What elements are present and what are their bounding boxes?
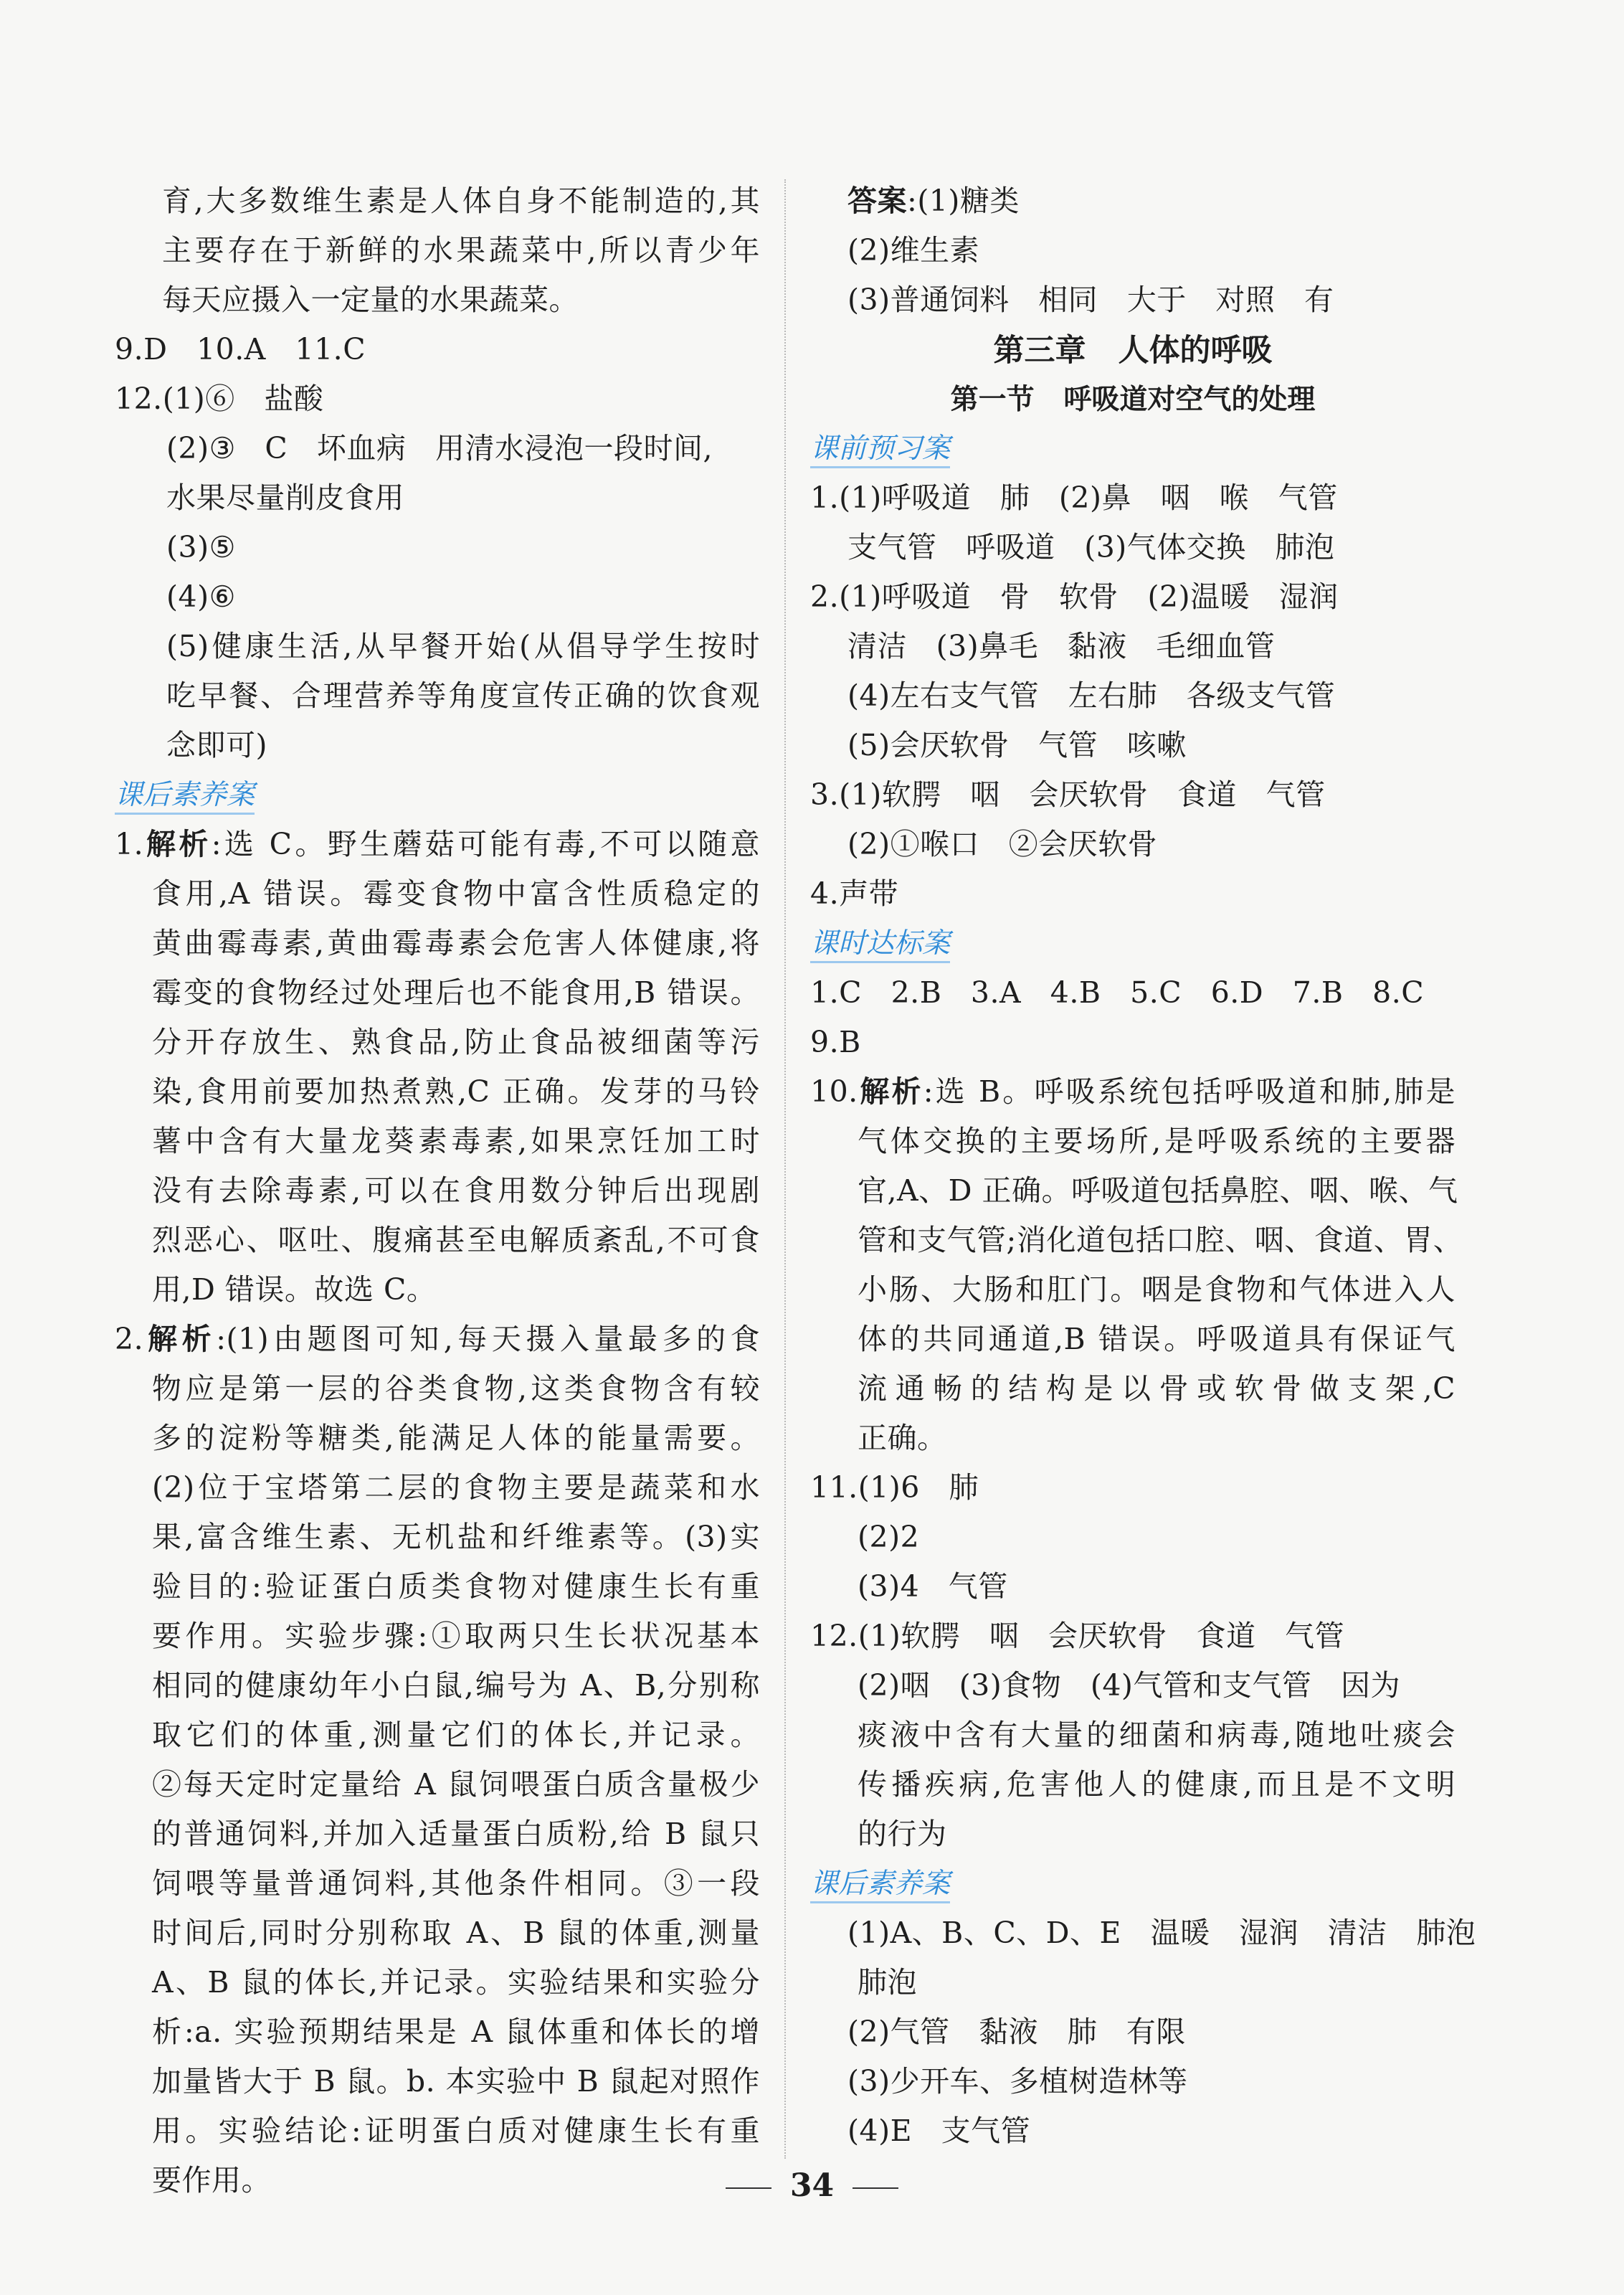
mc-answers: 9.D 10.A 11.C <box>115 332 366 366</box>
item-number: 2. <box>115 1322 144 1356</box>
analysis-text: :选 B。呼吸系统包括呼吸道和肺,肺是 <box>923 1074 1456 1109</box>
item-number: 10. <box>810 1074 858 1109</box>
analysis-line: A、B 鼠的体长,并记录。实验结果和实验分 <box>152 1965 760 2000</box>
answer-line: 痰液中含有大量的细菌和病毒,随地吐痰会 <box>858 1718 1456 1752</box>
answer-line: 12.(1)软腭 咽 会厌软骨 食道 气管 <box>810 1619 1345 1653</box>
section-heading <box>810 919 1456 968</box>
section-heading-label: 课后素养案 <box>115 779 255 815</box>
answer-line: (4)E 支气管 <box>847 2114 1031 2148</box>
answer-line: (4)左右支气管 左右肺 各级支气管 <box>847 678 1336 713</box>
text-line: 主要存在于新鲜的水果蔬菜中,所以青少年 <box>162 233 760 268</box>
column-divider <box>784 179 786 2159</box>
page-number-dash <box>726 2187 771 2189</box>
answer-text: :(1)糖类 <box>907 184 1020 218</box>
section-heading <box>115 770 760 820</box>
answer-line: (2)维生素 <box>847 233 980 268</box>
analysis-label: 解析 <box>143 827 212 861</box>
section-heading-label: 课后素养案 <box>810 1868 950 1903</box>
left-column <box>115 176 760 2205</box>
answer-line: 2.(1)呼吸道 骨 软骨 (2)温暖 湿润 <box>810 579 1339 614</box>
q12-line: (4)⑥ <box>166 579 236 614</box>
analysis-text: :(1)由题图可知,每天摄入量最多的食 <box>216 1322 761 1356</box>
q12-line: 念即可) <box>166 728 267 762</box>
answer-line: (5)会厌软骨 气管 咳嗽 <box>847 728 1187 762</box>
answer-line: (2)气管 黏液 肺 有限 <box>847 2015 1186 2049</box>
answer-line: 3.(1)软腭 咽 会厌软骨 食道 气管 <box>810 777 1326 812</box>
analysis-line: 霉变的食物经过处理后也不能食用,B 错误。 <box>152 975 760 1010</box>
analysis-line: 分开存放生、熟食品,防止食品被细菌等污 <box>152 1025 760 1059</box>
analysis-line: 物应是第一层的谷类食物,这类食物含有较 <box>152 1371 760 1406</box>
text-line: 育,大多数维生素是人体自身不能制造的,其 <box>162 184 760 218</box>
chapter-title: 第三章 人体的呼吸 <box>993 333 1273 369</box>
analysis-line: 没有去除毒素,可以在食用数分钟后出现剧 <box>152 1173 760 1208</box>
answer-line: 11.(1)6 肺 <box>810 1470 979 1505</box>
analysis-line: 相同的健康幼年小白鼠,编号为 A、B,分别称 <box>152 1668 760 1703</box>
right-column <box>810 176 1476 2156</box>
answer-line: 清洁 (3)鼻毛 黏液 毛细血管 <box>847 629 1276 663</box>
q12-line: (3)⑤ <box>166 530 236 564</box>
mc-answers: 1.C 2.B 3.A 4.B 5.C 6.D 7.B 8.C <box>810 975 1425 1010</box>
analysis-line: 用。实验结论:证明蛋白质对健康生长有重 <box>152 2114 760 2148</box>
page-number <box>0 2167 1624 2204</box>
analysis-line: 食用,A 错误。霉变食物中富含性质稳定的 <box>152 876 760 911</box>
analysis-line: 薯中含有大量龙葵素毒素,如果烹饪加工时 <box>152 1124 760 1158</box>
analysis-line: 体的共同通道,B 错误。呼吸道具有保证气 <box>858 1322 1456 1356</box>
analysis-line: 时间后,同时分别称取 A、B 鼠的体重,测量 <box>152 1916 760 1950</box>
q12-line: 水果尽量削皮食用 <box>166 481 404 515</box>
analysis-line: 管和支气管;消化道包括口腔、咽、食道、胃、 <box>858 1223 1463 1257</box>
analysis-line: 果,富含维生素、无机盐和纤维素等。(3)实 <box>152 1520 760 1554</box>
analysis-line <box>115 1315 760 1364</box>
q12-line: (2)③ C 坏血病 用清水浸泡一段时间, <box>166 431 713 465</box>
analysis-line: 加量皆大于 B 鼠。b. 本实验中 B 鼠起对照作 <box>152 2064 760 2098</box>
analysis-line: 饲喂等量普通饲料,其他条件相同。③一段 <box>152 1866 760 1901</box>
answer-line: 传播疾病,危害他人的健康,而且是不文明 <box>858 1767 1456 1802</box>
answer-line: 的行为 <box>858 1817 947 1851</box>
page-number-label: 34 <box>789 2167 835 2204</box>
answer-line <box>810 176 1456 226</box>
item-number: 1. <box>115 827 144 861</box>
answer-line: 肺泡 <box>858 1965 917 2000</box>
analysis-line <box>810 1067 1456 1117</box>
section-heading-label: 课前预习案 <box>810 432 950 468</box>
analysis-line: 要作用。实验步骤:①取两只生长状况基本 <box>152 1619 760 1653</box>
analysis-line: 用,D 错误。故选 C。 <box>152 1272 437 1307</box>
analysis-line: 烈恶心、呕吐、腹痛甚至电解质紊乱,不可食 <box>152 1223 760 1257</box>
section-heading <box>810 1859 1456 1908</box>
analysis-line: 的普通饲料,并加入适量蛋白质粉,给 B 鼠只 <box>152 1817 760 1851</box>
section-heading-label: 课时达标案 <box>810 927 950 963</box>
analysis-line: 流通畅的结构是以骨或软骨做支架,C <box>858 1371 1456 1406</box>
answer-line: 支气管 呼吸道 (3)气体交换 肺泡 <box>847 530 1335 564</box>
text-line: 每天应摄入一定量的水果蔬菜。 <box>162 283 579 317</box>
analysis-label: 解析 <box>858 1074 923 1109</box>
answer-line: 1.(1)呼吸道 肺 (2)鼻 咽 喉 气管 <box>810 481 1338 515</box>
q12-line: 12.(1)⑥ 盐酸 <box>115 382 324 416</box>
page-number-dash <box>853 2187 898 2189</box>
answer-line: (2)咽 (3)食物 (4)气管和支气管 因为 <box>858 1668 1401 1703</box>
answer-line: 4.声带 <box>810 876 899 911</box>
answer-line: (3)少开车、多植树造林等 <box>847 2064 1188 2098</box>
analysis-line: 验目的:验证蛋白质类食物对健康生长有重 <box>152 1569 760 1604</box>
analysis-line: 气体交换的主要场所,是呼吸系统的主要器 <box>858 1124 1456 1158</box>
answer-line: (2)2 <box>858 1520 920 1554</box>
analysis-text: :选 C。野生蘑菇可能有毒,不可以随意 <box>211 827 761 861</box>
analysis-label: 解析 <box>143 1322 217 1356</box>
section-title: 第一节 呼吸道对空气的处理 <box>950 384 1316 416</box>
q12-line: (5)健康生活,从早餐开始(从倡导学生按时 <box>166 629 760 663</box>
analysis-line: 正确。 <box>858 1421 947 1455</box>
analysis-line: 取它们的体重,测量它们的体长,并记录。 <box>152 1718 760 1752</box>
q12-line: 吃早餐、合理营养等角度宣传正确的饮食观 <box>166 678 760 713</box>
mc-answers: 9.B <box>810 1025 861 1059</box>
analysis-line: 染,食用前要加热煮熟,C 正确。发芽的马铃 <box>152 1074 760 1109</box>
answer-line: (2)①喉口 ②会厌软骨 <box>847 827 1158 861</box>
analysis-line: 多的淀粉等糖类,能满足人体的能量需要。 <box>152 1421 760 1455</box>
section-heading <box>810 424 1456 473</box>
analysis-line: 析:a. 实验预期结果是 A 鼠体重和体长的增 <box>152 2015 760 2049</box>
analysis-line: (2)位于宝塔第二层的食物主要是蔬菜和水 <box>152 1470 760 1505</box>
answer-line: (3)4 气管 <box>858 1569 1008 1604</box>
analysis-line: 官,A、D 正确。呼吸道包括鼻腔、咽、喉、气 <box>858 1173 1458 1208</box>
analysis-line <box>115 820 760 869</box>
analysis-line: 黄曲霉毒素,黄曲霉毒素会危害人体健康,将 <box>152 926 760 960</box>
analysis-line: 要作用。 <box>152 2163 271 2197</box>
analysis-line: ②每天定时定量给 A 鼠饲喂蛋白质含量极少 <box>152 1767 760 1802</box>
analysis-line: 小肠、大肠和肛门。咽是食物和气体进入人 <box>858 1272 1456 1307</box>
answer-line: (1)A、B、C、D、E 温暖 湿润 清洁 肺泡 <box>847 1916 1476 1950</box>
answer-label: 答案 <box>847 184 907 218</box>
answer-line: (3)普通饲料 相同 大于 对照 有 <box>847 283 1334 317</box>
